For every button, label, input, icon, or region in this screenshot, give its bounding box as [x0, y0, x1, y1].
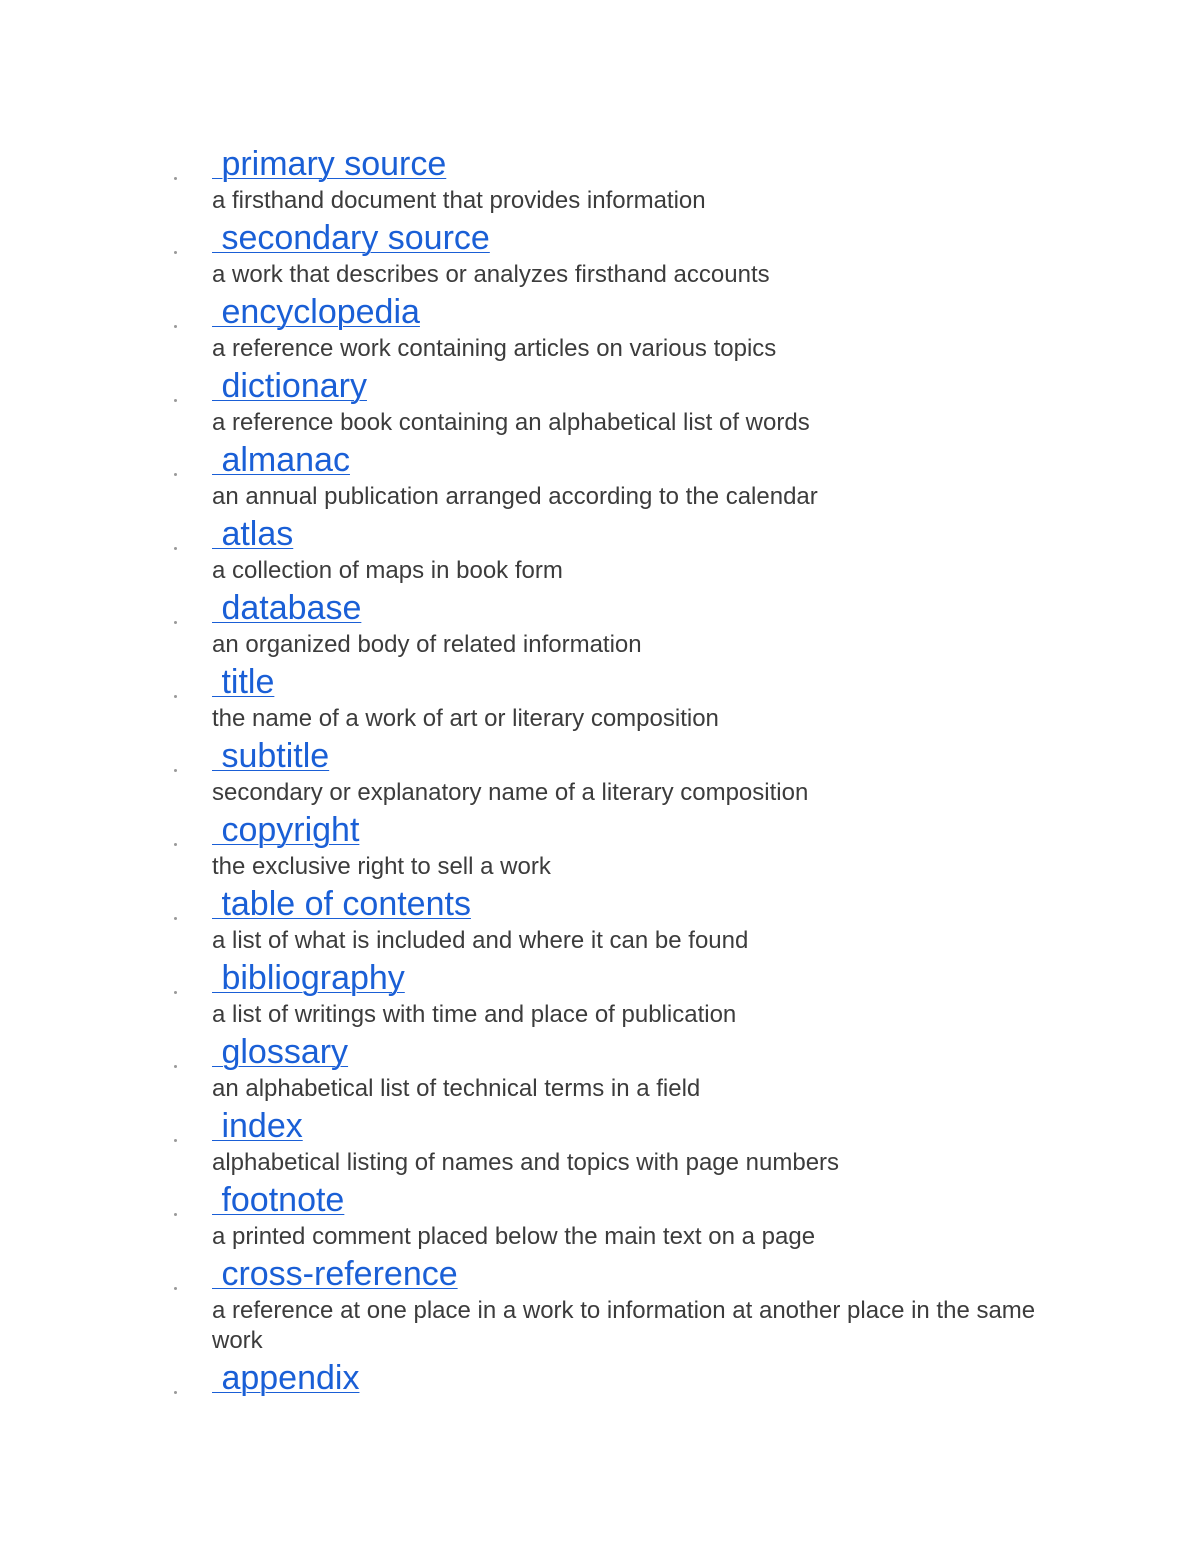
term-link[interactable]: glossary: [212, 1033, 349, 1071]
bullet-icon: [174, 769, 177, 772]
term-link[interactable]: appendix: [212, 1359, 360, 1397]
glossary-entry: [0, 737, 1200, 808]
term-definition: the name of a work of art or literary composition: [212, 705, 719, 732]
term-link[interactable]: encyclopedia: [212, 293, 420, 331]
glossary-entry: [0, 1255, 1200, 1356]
bullet-icon: [174, 547, 177, 550]
bullet-icon: [174, 473, 177, 476]
glossary-entry: [0, 145, 1200, 216]
term-link[interactable]: subtitle: [212, 737, 330, 775]
bullet-icon: [174, 1287, 177, 1290]
glossary-entry: [0, 959, 1200, 1030]
glossary-entry: [0, 1033, 1200, 1104]
bullet-icon: [174, 325, 177, 328]
bullet-icon: [174, 1213, 177, 1216]
term-definition: a firsthand document that provides information: [212, 187, 706, 214]
term-definition: alphabetical listing of names and topics with page numbers: [212, 1149, 840, 1176]
bullet-icon: [174, 177, 177, 180]
term-link[interactable]: footnote: [212, 1181, 345, 1219]
bullet-icon: [174, 917, 177, 920]
glossary-entry: [0, 293, 1200, 364]
glossary-entry: [0, 1107, 1200, 1178]
term-definition: a work that describes or analyzes firsthand accounts: [212, 261, 770, 288]
term-link[interactable]: bibliography: [212, 959, 405, 997]
bullet-icon: [174, 1065, 177, 1068]
glossary-entry: [0, 885, 1200, 956]
bullet-icon: [174, 1139, 177, 1142]
glossary-entry: [0, 1359, 1200, 1397]
bullet-icon: [174, 843, 177, 846]
bullet-icon: [174, 695, 177, 698]
bullet-icon: [174, 621, 177, 624]
term-definition: secondary or explanatory name of a literary composition: [212, 779, 809, 806]
term-definition: the exclusive right to sell a work: [212, 853, 551, 880]
glossary-entry: [0, 367, 1200, 438]
bullet-icon: [174, 1391, 177, 1394]
term-link[interactable]: index: [212, 1107, 303, 1145]
glossary-entry: [0, 219, 1200, 290]
term-link[interactable]: cross-reference: [212, 1255, 458, 1293]
glossary-list: [0, 145, 1200, 1397]
term-link[interactable]: table of contents: [212, 885, 471, 923]
glossary-entry: [0, 663, 1200, 734]
term-definition: a collection of maps in book form: [212, 557, 563, 584]
term-definition: an organized body of related information: [212, 631, 642, 658]
term-definition: a printed comment placed below the main text on a page: [212, 1223, 816, 1250]
term-link[interactable]: title: [212, 663, 275, 701]
glossary-entry: [0, 515, 1200, 586]
term-link[interactable]: atlas: [212, 515, 294, 553]
term-definition: a list of writings with time and place of publication: [212, 1001, 737, 1028]
term-link[interactable]: primary source: [212, 145, 447, 183]
term-link[interactable]: copyright: [212, 811, 360, 849]
glossary-entry: [0, 589, 1200, 660]
term-link[interactable]: almanac: [212, 441, 350, 479]
glossary-entry: [0, 1181, 1200, 1252]
term-definition: a list of what is included and where it can be found: [212, 927, 749, 954]
term-definition: a reference work containing articles on various topics: [212, 335, 777, 362]
bullet-icon: [174, 251, 177, 254]
term-definition: an alphabetical list of technical terms in a field: [212, 1075, 701, 1102]
glossary-entry: [0, 811, 1200, 882]
bullet-icon: [174, 991, 177, 994]
term-definition: a reference at one place in a work to information at another place in the same work: [212, 1297, 1036, 1354]
glossary-entry: [0, 441, 1200, 512]
bullet-icon: [174, 399, 177, 402]
term-link[interactable]: database: [212, 589, 362, 627]
term-definition: a reference book containing an alphabetical list of words: [212, 409, 810, 436]
term-definition: an annual publication arranged according to the calendar: [212, 483, 818, 510]
term-link[interactable]: secondary source: [212, 219, 490, 257]
term-link[interactable]: dictionary: [212, 367, 367, 405]
